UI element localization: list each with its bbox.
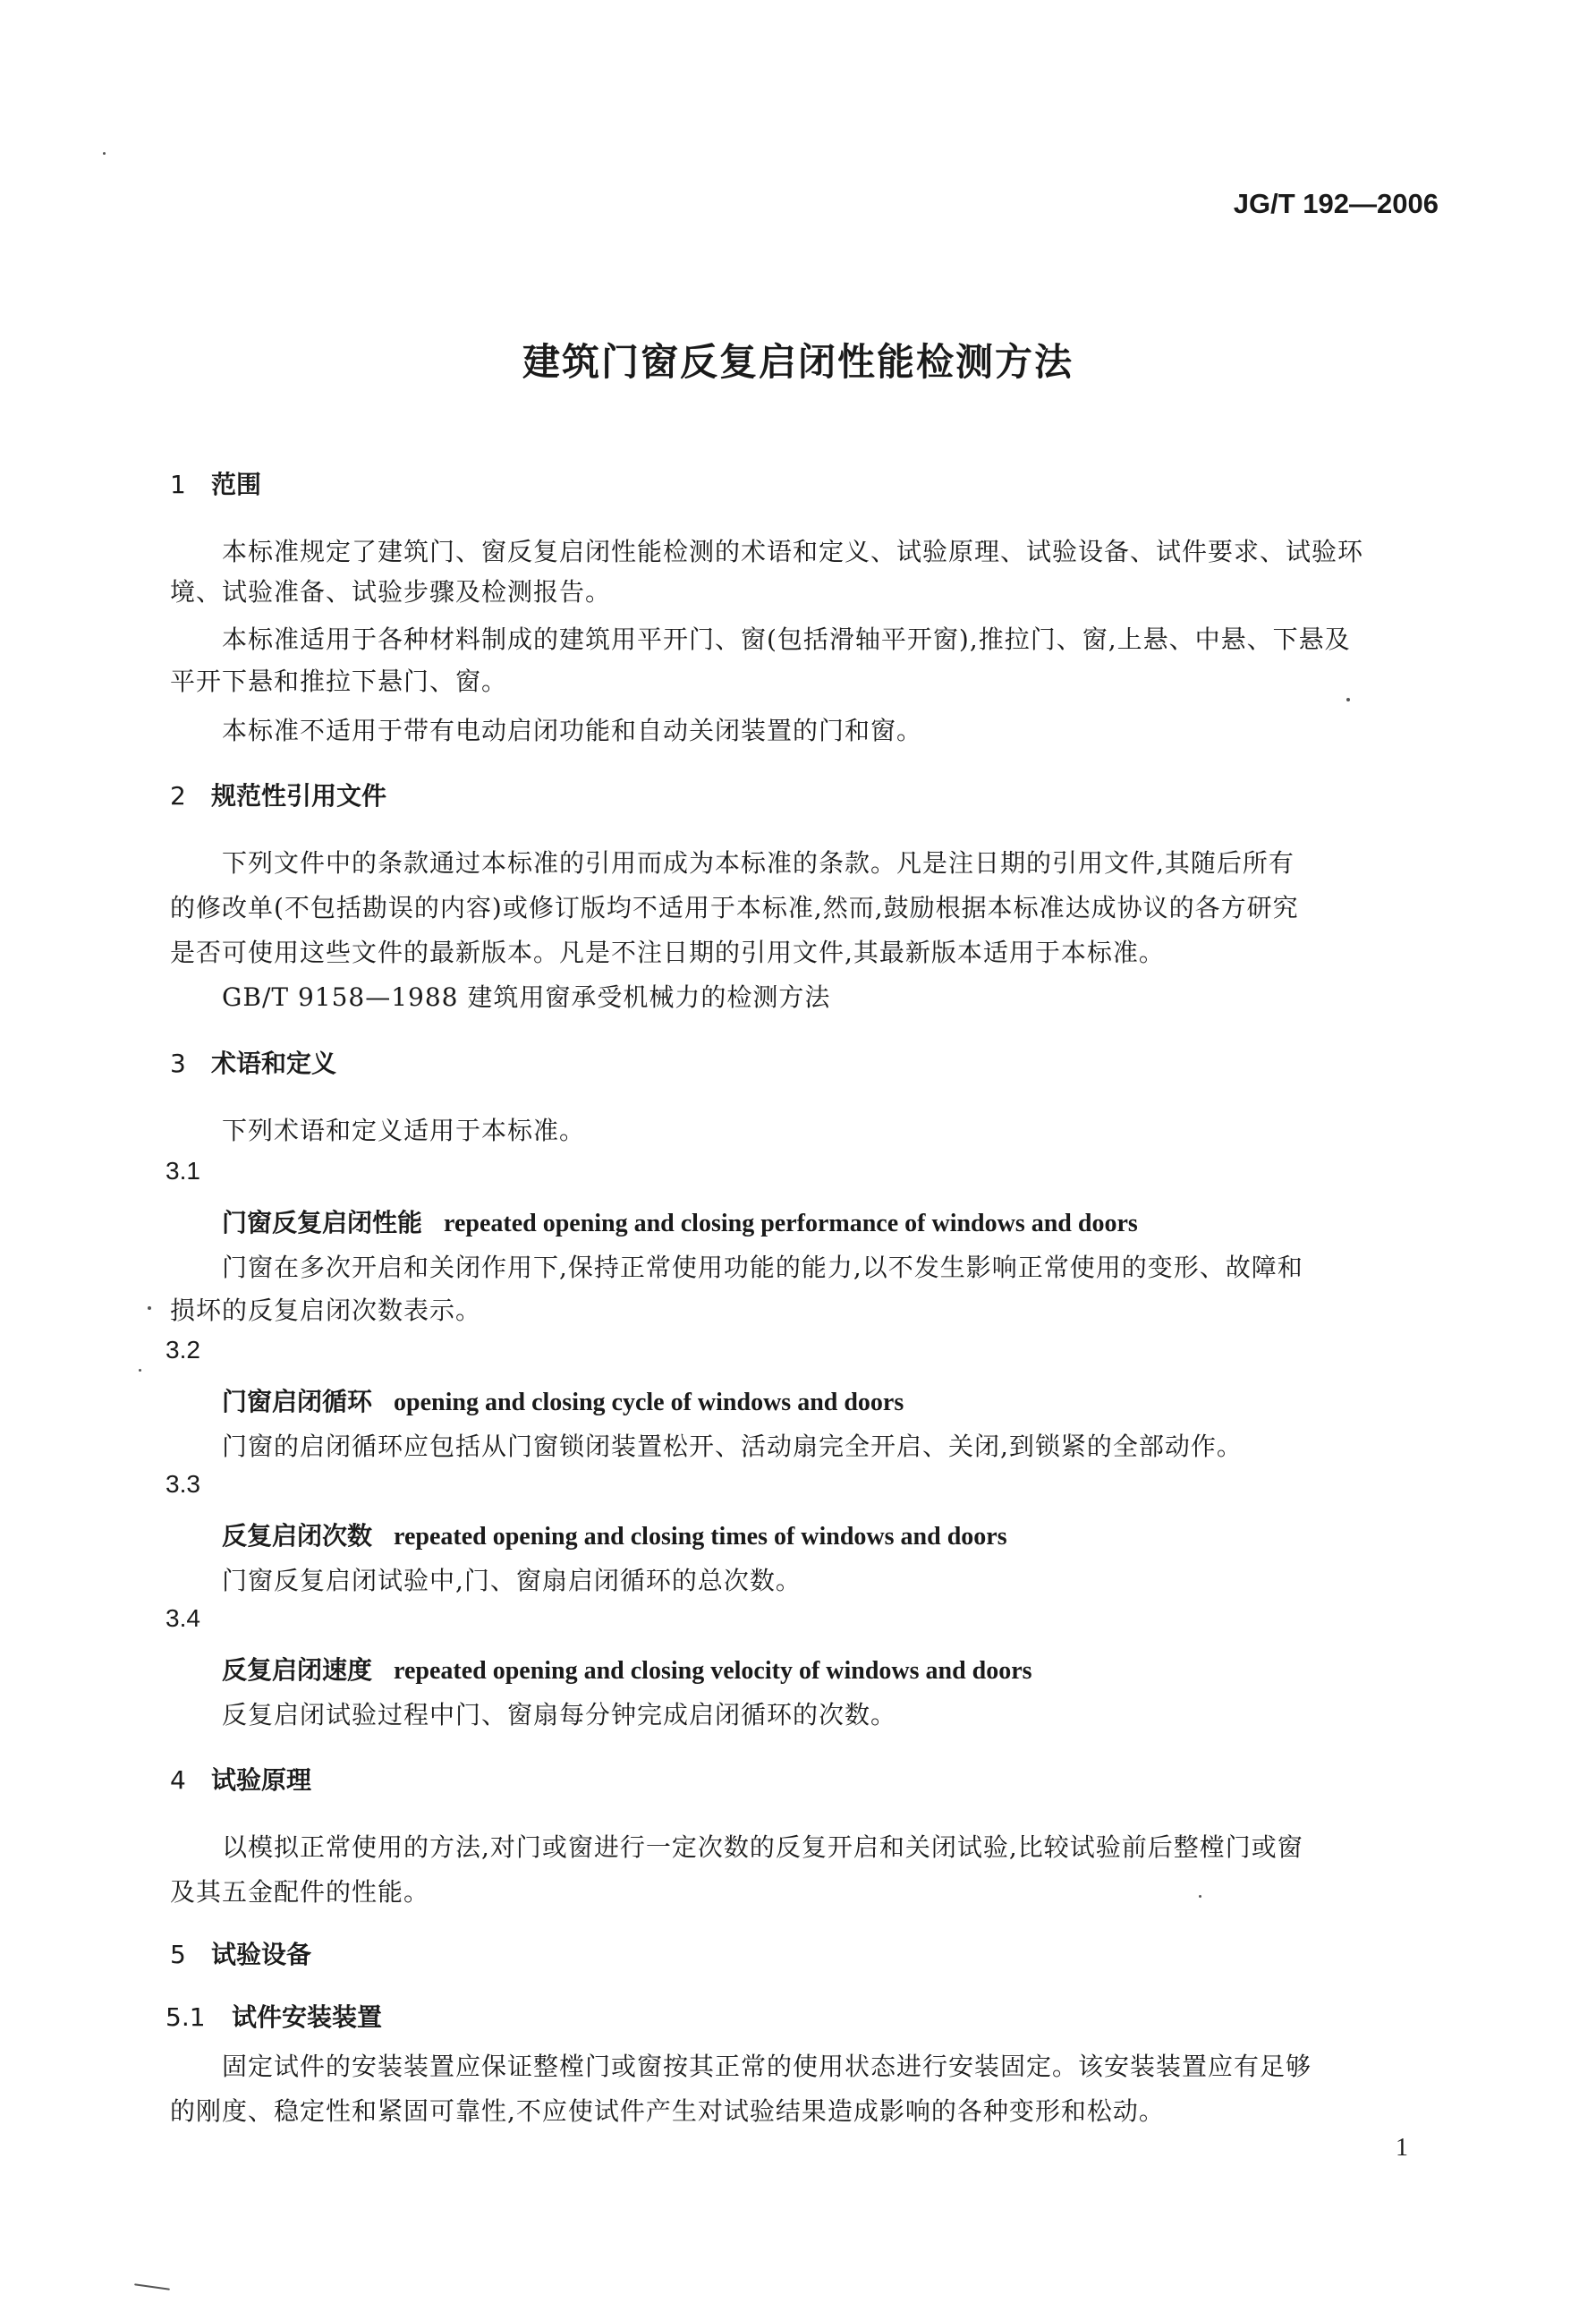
- term-chinese: 反复启闭速度: [222, 1655, 373, 1685]
- term-entry: [222, 1651, 1032, 1687]
- term-number: 3.4: [166, 1604, 200, 1632]
- term-definition: 损坏的反复启闭次数表示。: [170, 1296, 482, 1325]
- paragraph: 及其五金配件的性能。: [170, 1877, 430, 1907]
- term-english: opening and closing cycle of windows and doors: [394, 1389, 904, 1416]
- section-number: 4: [170, 1765, 186, 1795]
- term-number: 3.3: [166, 1470, 200, 1498]
- paragraph: 的修改单(不包括勘误的内容)或修订版均不适用于本标准,然而,鼓励根据本标准达成协议的各方研究: [170, 893, 1299, 922]
- term-english: repeated opening and closing velocity of windows and doors: [394, 1657, 1032, 1685]
- term-entry: [222, 1382, 904, 1418]
- section-number: 1: [170, 470, 186, 499]
- section-number: 5: [170, 1940, 186, 1969]
- paragraph: 本标准规定了建筑门、窗反复启闭性能检测的术语和定义、试验原理、试验设备、试件要求、试验环: [222, 537, 1364, 566]
- subsection-number: 5.1: [166, 2002, 206, 2032]
- scan-speck: [148, 1306, 151, 1310]
- paragraph: 境、试验准备、试验步骤及检测报告。: [170, 577, 612, 607]
- paragraph: 下列术语和定义适用于本标准。: [222, 1116, 586, 1145]
- paragraph: 下列文件中的条款通过本标准的引用而成为本标准的条款。凡是注日期的引用文件,其随后所有: [222, 848, 1295, 878]
- section-title: 范围: [211, 470, 262, 499]
- scan-mark: [134, 2283, 170, 2290]
- section-number: 3: [170, 1049, 186, 1078]
- standard-code: JG/T 192—2006: [1233, 188, 1439, 219]
- paragraph: 平开下悬和推拉下悬门、窗。: [170, 667, 508, 696]
- term-number: 3.1: [166, 1157, 200, 1185]
- scan-speck: [103, 152, 106, 155]
- term-chinese: 门窗启闭循环: [222, 1387, 373, 1416]
- paragraph: 本标准适用于各种材料制成的建筑用平开门、窗(包括滑轴平开窗),推拉门、窗,上悬、中悬、下悬及: [222, 625, 1351, 654]
- term-english: repeated opening and closing times of windows and doors: [394, 1523, 1007, 1551]
- term-definition: 门窗反复启闭试验中,门、窗扇启闭循环的总次数。: [222, 1566, 802, 1595]
- section-number: 2: [170, 781, 186, 811]
- term-definition: 门窗的启闭循环应包括从门窗锁闭装置松开、活动扇完全开启、关闭,到锁紧的全部动作。: [222, 1432, 1243, 1461]
- section-4-heading: [170, 1761, 311, 1797]
- section-5-heading: [170, 1935, 311, 1971]
- section-title: 试验设备: [211, 1940, 312, 1969]
- scan-speck: [1346, 698, 1350, 701]
- paragraph: 固定试件的安装装置应保证整樘门或窗按其正常的使用状态进行安装固定。该安装装置应有足够: [222, 2052, 1312, 2081]
- paragraph: 是否可使用这些文件的最新版本。凡是不注日期的引用文件,其最新版本适用于本标准。: [170, 938, 1165, 967]
- section-title: 试验原理: [211, 1765, 312, 1795]
- section-2-heading: [170, 777, 386, 812]
- normative-reference: GB/T 9158—1988 建筑用窗承受机械力的检测方法: [222, 982, 831, 1012]
- subsection-5-1-heading: [166, 1998, 382, 2034]
- term-definition: 反复启闭试验过程中门、窗扇每分钟完成启闭循环的次数。: [222, 1700, 897, 1729]
- term-chinese: 反复启闭次数: [222, 1521, 373, 1551]
- term-chinese: 门窗反复启闭性能: [222, 1208, 423, 1237]
- paragraph: 的刚度、稳定性和紧固可靠性,不应使试件产生对试验结果造成影响的各种变形和松动。: [170, 2096, 1165, 2126]
- section-3-heading: [170, 1044, 336, 1080]
- subsection-title: 试件安装装置: [232, 2002, 383, 2032]
- page-number: 1: [1396, 2134, 1408, 2162]
- section-title: 规范性引用文件: [211, 781, 387, 811]
- paragraph: 以模拟正常使用的方法,对门或窗进行一定次数的反复开启和关闭试验,比较试验前后整樘门或窗: [222, 1832, 1303, 1862]
- term-definition: 门窗在多次开启和关闭作用下,保持正常使用功能的能力,以不发生影响正常使用的变形、故障和: [222, 1253, 1303, 1282]
- paragraph: 本标准不适用于带有电动启闭功能和自动关闭装置的门和窗。: [222, 716, 923, 745]
- scan-speck: [139, 1369, 141, 1372]
- scan-speck: [1199, 1895, 1201, 1898]
- term-entry: [222, 1517, 1007, 1552]
- term-english: repeated opening and closing performance of windows and doors: [444, 1210, 1138, 1237]
- term-entry: [222, 1203, 1138, 1239]
- section-title: 术语和定义: [211, 1049, 337, 1078]
- section-1-heading: [170, 465, 261, 501]
- term-number: 3.2: [166, 1336, 200, 1364]
- document-title: 建筑门窗反复启闭性能检测方法: [522, 340, 1074, 384]
